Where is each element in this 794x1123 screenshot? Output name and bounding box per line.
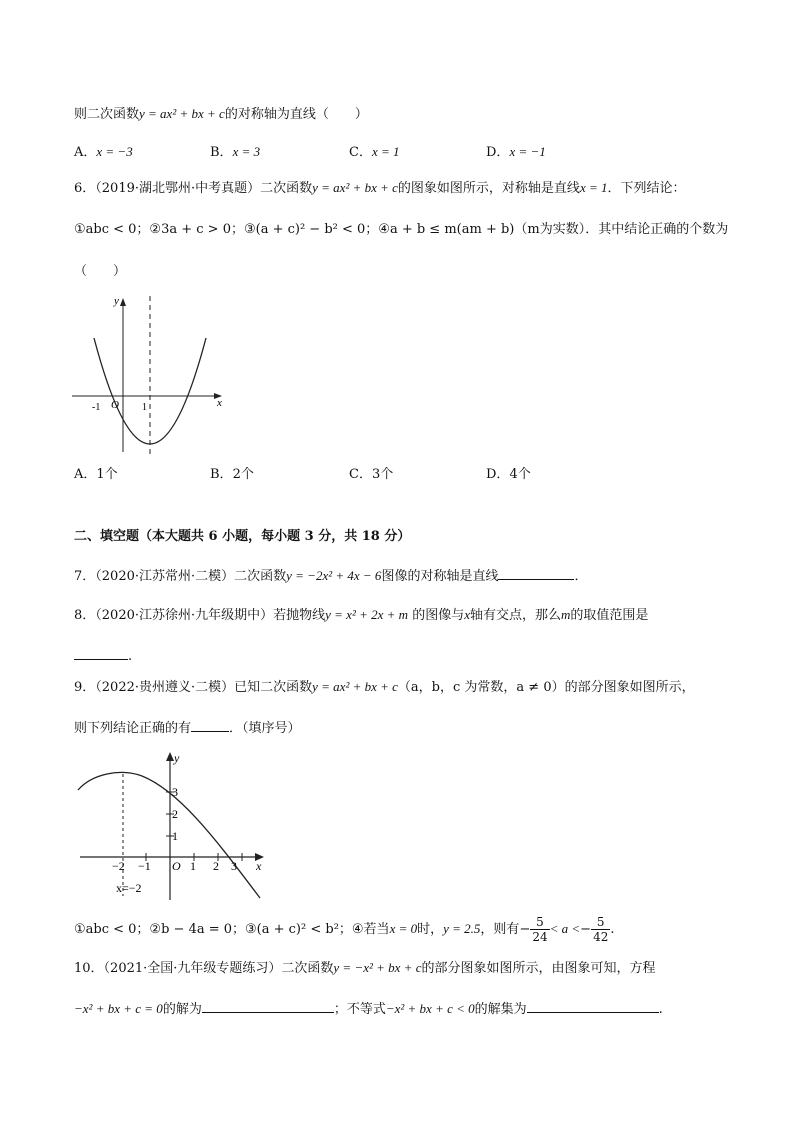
q6-option-c: C．3个: [349, 467, 394, 482]
q9-graph-axis-label: x=−2: [116, 881, 142, 895]
q9-graph-tick-y: 2: [172, 807, 178, 821]
q5-option-d: D．x = −1: [486, 144, 546, 160]
q6-answer-paren: （ ）: [74, 264, 127, 279]
q10-blank-2[interactable]: [527, 998, 659, 1013]
q7: 7．（2020·江苏常州·二模）二次函数y = −2x² + 4x − 6图像的对称轴是直线 ．: [74, 565, 587, 587]
q6-option-a: A．1个: [74, 467, 118, 482]
q6-option-b: B．2个: [210, 467, 254, 482]
q6-graph: [70, 292, 230, 458]
q9-graph-x-label: x: [256, 859, 262, 873]
q9-stem: 9．（2022·贵州遵义·二模）已知二次函数y = ax² + bx + c（a，b，c 为常数，a ≠ 0）的部分图象如图所示，: [74, 679, 695, 695]
q5-option-c: C．x = 1: [349, 144, 400, 160]
q8-blank[interactable]: [74, 645, 128, 660]
q9-graph-tick-y: 1: [172, 829, 178, 843]
q9-graph-tick-x: −2: [112, 859, 125, 873]
fraction-5-42: $\frac{5}{42}$: [593, 915, 609, 944]
q10-stem: 10．（2021·全国·九年级专题练习）二次函数y = −x² + bx + c的部分图象如图所示，由图象可知，方程: [74, 960, 656, 976]
q6-option-d: D．4个: [486, 467, 531, 482]
q6-graph-y-label: y: [114, 295, 119, 307]
q8: 8．（2020·江苏徐州·九年级期中）若抛物线y = x² + 2x + m 的图像与x轴有交点，那么m的取值范围是: [74, 607, 649, 623]
q6-stem: 6．（2019·湖北鄂州·中考真题）二次函数y = ax² + bx + c的图象如图所示，对称轴是直线x = 1．下列结论：: [74, 180, 686, 196]
q6-graph-tick-neg1: -1: [92, 402, 101, 413]
q10-blank-1[interactable]: [202, 998, 334, 1013]
q6-graph-tick-1: 1: [142, 402, 147, 413]
q9-graph-tick-x: 1: [190, 859, 196, 873]
q7-blank[interactable]: [498, 565, 574, 580]
q9-stem-2: 则下列结论正确的有 ．（填序号）: [74, 717, 301, 739]
q9-graph-tick-x: 2: [213, 859, 219, 873]
q9-conclusions: ①abc < 0；②b − 4a = 0；③(a + c)² < b²；④若当x = 0时，y = 2.5，则有− $\frac{5}{24}$ < a <− $\frac{5}{42}$ .: [74, 915, 615, 944]
q9-blank[interactable]: [191, 717, 229, 732]
q5-option-a: A．x = −3: [74, 144, 133, 160]
q9-graph-tick-x: 3: [231, 859, 237, 873]
q5-option-b: B．x = 3: [210, 144, 261, 160]
q6-graph-x-label: x: [217, 397, 222, 409]
q9-graph-origin: O: [172, 859, 181, 873]
q9-graph: [72, 752, 272, 902]
q6-conclusions: ①abc < 0；②3a + c > 0；③(a + c)² − b² < 0；④a + b ≤ m(am + b)（m为实数）．其中结论正确的个数为: [74, 222, 729, 237]
q9-graph-tick-y: 3: [172, 785, 178, 799]
q6-graph-origin: O: [111, 399, 119, 411]
q9-graph-tick-x: −1: [138, 859, 151, 873]
q8-answer-line: .: [74, 645, 132, 667]
fraction-5-24: $\frac{5}{24}$: [532, 915, 548, 944]
section-title: 二、填空题（本大题共 6 小题，每小题 3 分，共 18 分）: [74, 529, 411, 544]
q10-stem-2: −x² + bx + c = 0的解为 ；不等式−x² + bx + c < 0的解集为 .: [74, 998, 663, 1020]
q5-stem: 则二次函数y = ax² + bx + c的对称轴为直线（ ）: [74, 106, 368, 122]
q9-graph-y-label: y: [174, 752, 180, 765]
